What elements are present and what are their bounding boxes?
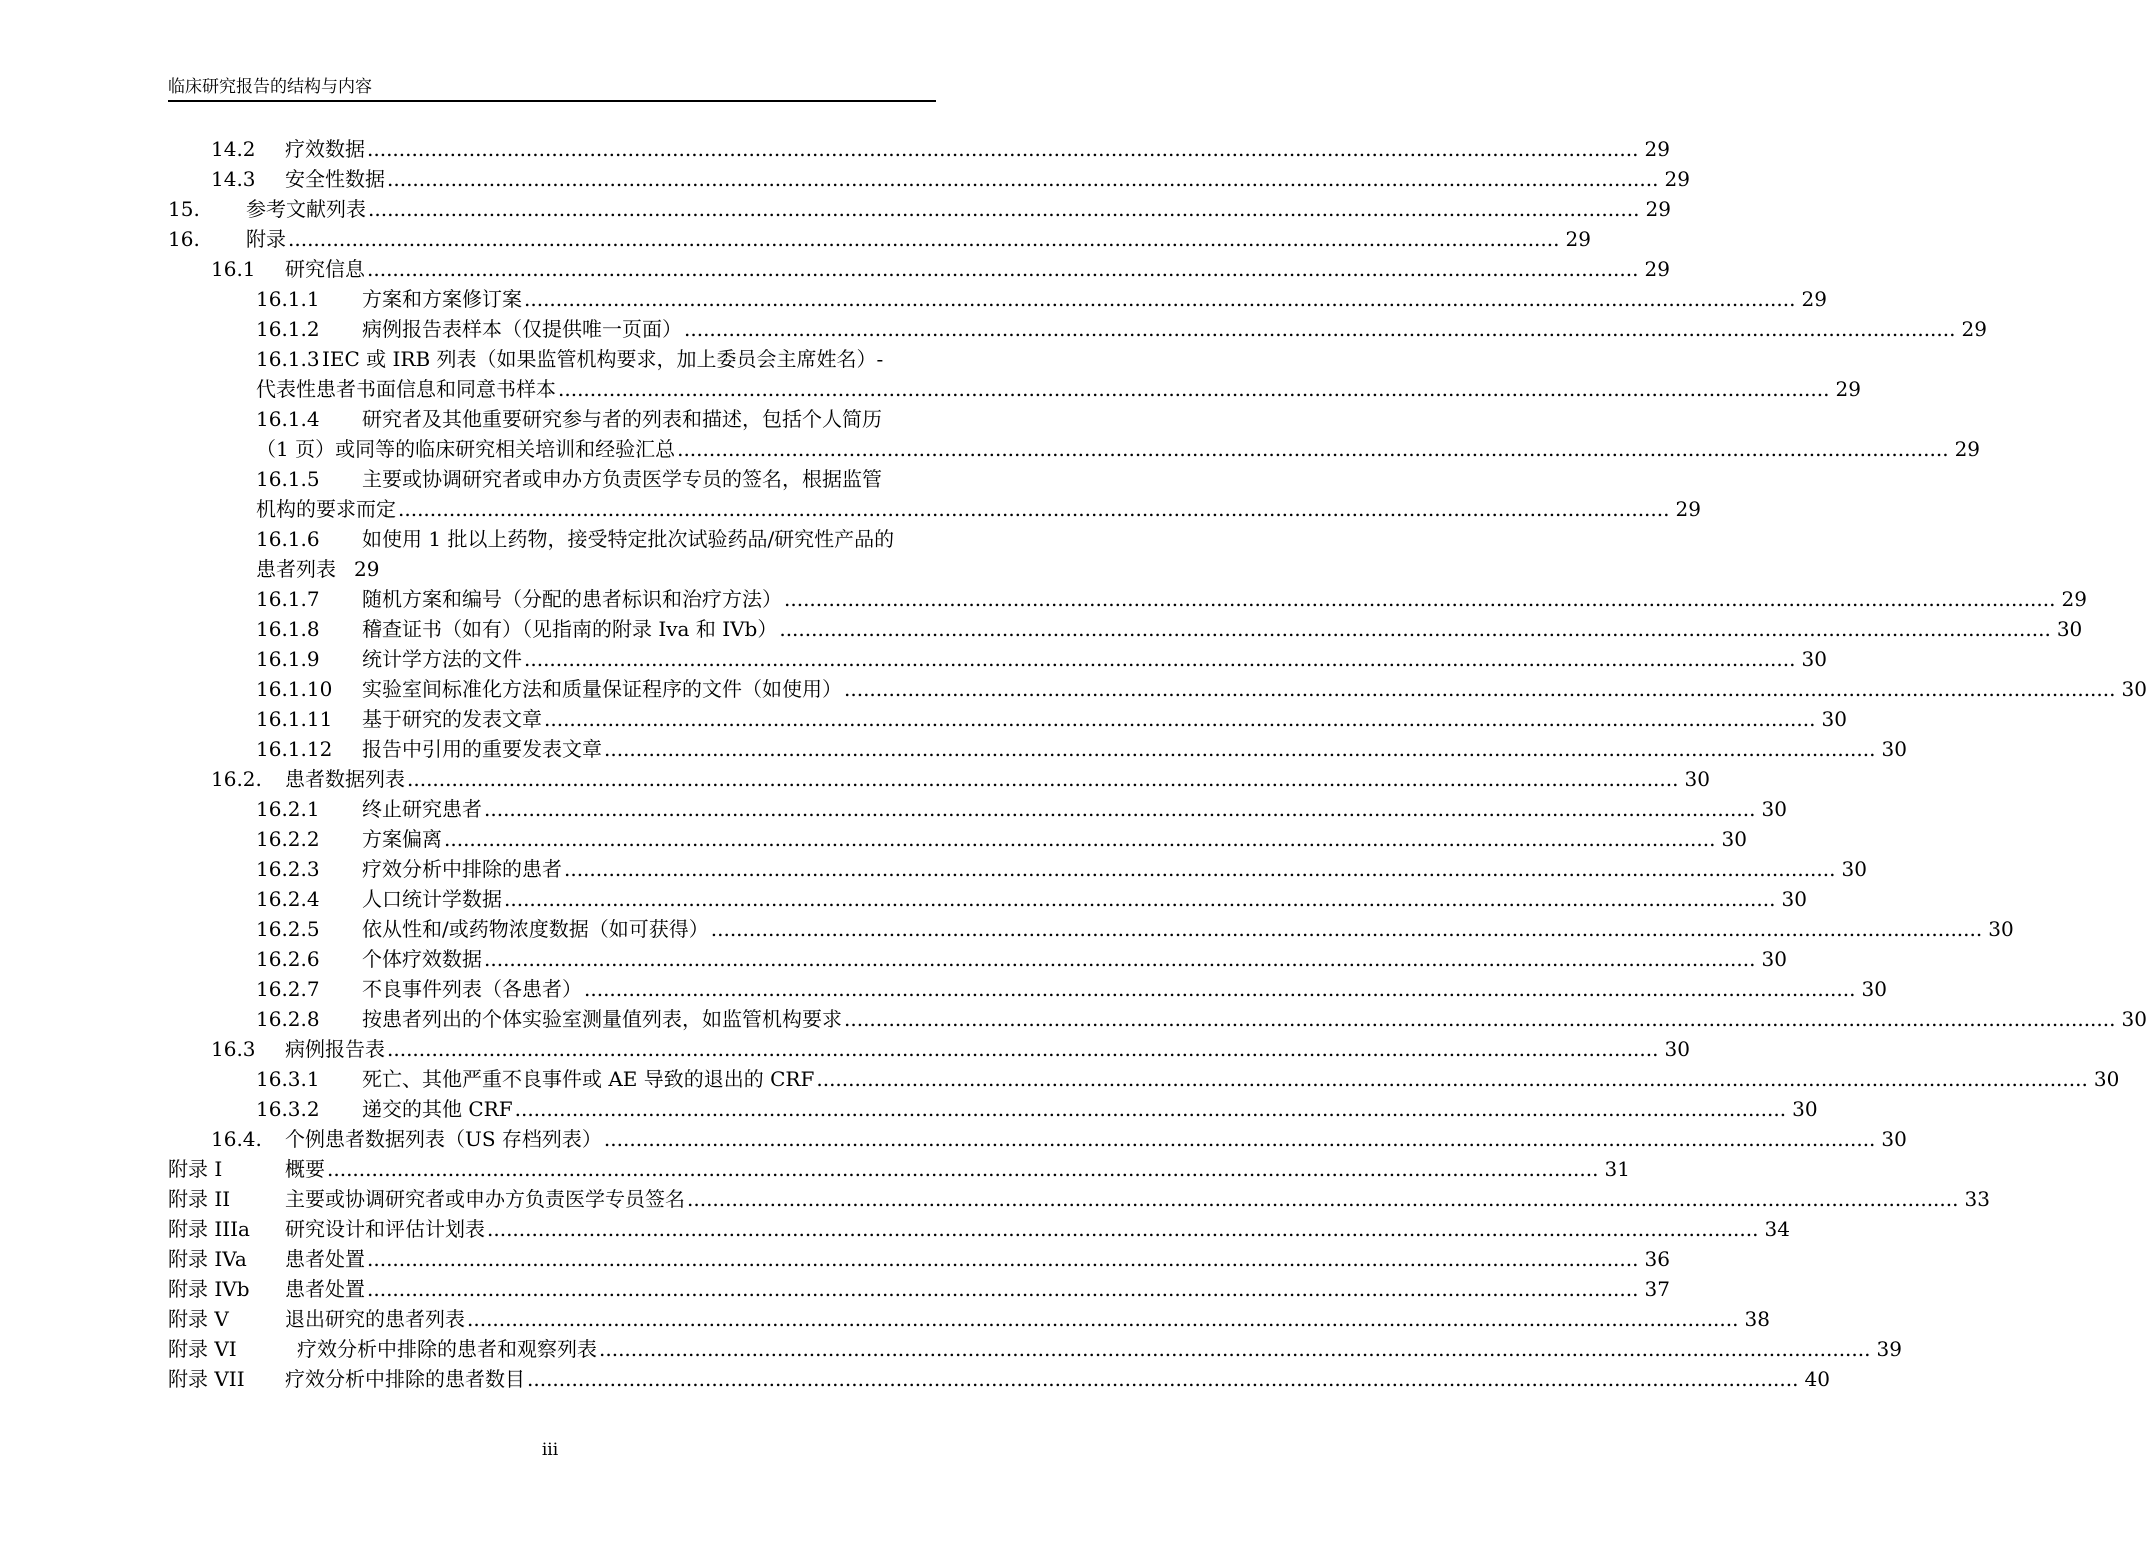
toc-entry-title: 疗效分析中排除的患者数目 <box>285 1367 525 1391</box>
toc-entry-number: 16.1.10 <box>256 677 333 701</box>
toc-dot-leader: ........................................................................................................................................................................................................ <box>564 857 1836 881</box>
toc-line <box>0 794 1787 824</box>
toc-entry-page: 39 <box>1876 1337 1902 1361</box>
toc-entry-page: 37 <box>1644 1277 1670 1301</box>
toc-line <box>0 434 1981 464</box>
toc-entry-title: 统计学方法的文件 <box>362 647 522 671</box>
toc-entry-number: 16.2.8 <box>256 1007 320 1031</box>
toc-entry-number: 16.1.8 <box>256 617 320 641</box>
toc-line <box>0 734 1907 764</box>
toc-entry-title: 退出研究的患者列表 <box>285 1307 465 1331</box>
toc-entry-title: 不良事件列表（各患者） <box>362 977 582 1001</box>
toc-entry-title: 人口统计学数据 <box>362 887 502 911</box>
toc-line <box>0 374 1861 404</box>
toc-dot-leader: ........................................................................................................................................................................................................ <box>603 1127 1876 1151</box>
toc-entry-number: 16.2.7 <box>256 977 320 1001</box>
toc-line <box>0 944 1787 974</box>
toc-entry[interactable] <box>0 1094 1818 1124</box>
toc-entry-page: 30 <box>1792 1097 1818 1121</box>
toc-entry-title: 疗效分析中排除的患者 <box>362 857 562 881</box>
toc-entry-page: 40 <box>1804 1367 1830 1391</box>
toc-dot-leader: ........................................................................................................................................................................................................ <box>844 677 2116 701</box>
toc-dot-leader: ........................................................................................................................................................................................................ <box>398 497 1670 521</box>
toc-entry-title: 主要或协调研究者或申办方负责医学专员签名 <box>285 1187 685 1211</box>
toc-entry[interactable] <box>0 644 1827 674</box>
toc-entry-title: 依从性和/或药物浓度数据（如可获得） <box>362 917 709 941</box>
toc-entry[interactable] <box>0 614 2083 644</box>
toc-entry-number: 16.4. <box>211 1127 262 1151</box>
toc-dot-leader: ........................................................................................................................................................................................................ <box>599 1337 1871 1361</box>
toc-line <box>0 584 2087 614</box>
toc-entry-number: 14.2 <box>211 137 256 161</box>
toc-dot-leader: ........................................................................................................................................................................................................ <box>387 1037 1659 1061</box>
toc-dot-leader: ........................................................................................................................................................................................................ <box>368 197 1640 221</box>
toc-entry-page: 36 <box>1644 1247 1670 1271</box>
toc-line <box>0 974 1887 1004</box>
toc-entry[interactable] <box>0 824 1747 854</box>
toc-dot-leader: ........................................................................................................................................................................................................ <box>487 1217 1759 1241</box>
toc-entry-page: 30 <box>1781 887 1807 911</box>
toc-entry[interactable] <box>0 314 1987 344</box>
toc-entry-title: 主要或协调研究者或申办方负责医学专员的签名，根据监管 <box>362 467 882 491</box>
toc-line <box>0 524 1100 554</box>
toc-entry-number: 16.2.5 <box>256 917 320 941</box>
toc-entry[interactable] <box>0 884 1807 914</box>
toc-line <box>0 914 2014 944</box>
toc-entry[interactable] <box>0 944 1787 974</box>
toc-entry[interactable] <box>0 764 1710 794</box>
toc-dot-leader: ........................................................................................................................................................................................................ <box>367 137 1639 161</box>
toc-entry-page: 30 <box>2121 677 2147 701</box>
toc-entry-number: 16.3 <box>211 1037 256 1061</box>
toc-entry[interactable] <box>0 794 1787 824</box>
toc-entry-page: 30 <box>1684 767 1710 791</box>
toc-entry-title: 稽查证书（如有）（见指南的附录 Iva 和 IVb） <box>362 617 778 641</box>
toc-entry[interactable] <box>0 464 1701 524</box>
toc-entry-title: 患者列表 <box>256 557 336 581</box>
toc-entry-page: 30 <box>1761 797 1787 821</box>
toc-line <box>0 1364 1830 1394</box>
toc-entry-title: 个体疗效数据 <box>362 947 482 971</box>
toc-entry-number: 16.1.12 <box>256 737 333 761</box>
toc-entry-title: 死亡、其他严重不良事件或 AE 导致的退出的 CRF <box>362 1067 815 1091</box>
toc-dot-leader: ........................................................................................................................................................................................................ <box>527 1367 1799 1391</box>
toc-entry-page: 31 <box>1604 1157 1630 1181</box>
toc-entry-number: 16.1.9 <box>256 647 320 671</box>
toc-line <box>0 1214 1790 1244</box>
toc-entry-page: 30 <box>2056 617 2083 641</box>
toc-entry-number: 附录 IVb <box>168 1277 250 1301</box>
toc-entry-number: 16.1.3 <box>256 347 320 371</box>
toc-line <box>0 1064 2120 1094</box>
toc-line <box>0 344 1100 374</box>
toc-entry-page: 29 <box>1565 227 1591 251</box>
toc-entry[interactable] <box>0 974 1887 1004</box>
toc-line <box>0 1034 1690 1064</box>
toc-entry-number: 16. <box>168 227 200 251</box>
toc-entry[interactable] <box>0 284 1827 314</box>
toc-entry[interactable] <box>0 1064 2120 1094</box>
toc-line <box>0 494 1701 524</box>
toc-dot-leader: ........................................................................................................................................................................................................ <box>524 287 1796 311</box>
toc-line <box>0 764 1710 794</box>
toc-entry-page: 33 <box>1964 1187 1990 1211</box>
toc-dot-leader: ........................................................................................................................................................................................................ <box>467 1307 1739 1331</box>
toc-entry-page: 29 <box>1644 137 1670 161</box>
toc-entry-number: 16.2.3 <box>256 857 320 881</box>
toc-entry-number: 15. <box>168 197 200 221</box>
toc-entry-page: 30 <box>1841 857 1867 881</box>
toc-entry-title: 终止研究患者 <box>362 797 482 821</box>
toc-entry[interactable] <box>0 1004 2147 1034</box>
toc-line <box>0 314 1987 344</box>
toc-entry-number: 附录 IIIa <box>168 1217 250 1241</box>
toc-entry-number: 16.1 <box>211 257 256 281</box>
toc-line <box>0 674 2147 704</box>
toc-dot-leader: ........................................................................................................................................................................................................ <box>604 737 1876 761</box>
toc-entry-page: 30 <box>1721 827 1747 851</box>
toc-entry-title: 参考文献列表 <box>246 197 366 221</box>
toc-entry-page: 30 <box>2093 1067 2120 1091</box>
toc-entry[interactable] <box>0 734 1907 764</box>
toc-dot-leader: ........................................................................................................................................................................................................ <box>558 377 1830 401</box>
toc-entry-number: 附录 V <box>168 1307 229 1331</box>
toc-entry-number: 16.1.1 <box>256 287 320 311</box>
toc-entry-title: 附录 <box>246 227 286 251</box>
toc-entry-number: 附录 I <box>168 1157 223 1181</box>
toc-dot-leader: ........................................................................................................................................................................................................ <box>784 587 2056 611</box>
toc-entry-page: 30 <box>1881 1127 1907 1151</box>
toc-entry[interactable] <box>0 344 1861 404</box>
toc-line <box>0 704 1847 734</box>
toc-entry[interactable] <box>0 1334 1902 1364</box>
toc-entry[interactable] <box>0 1154 1630 1184</box>
toc-entry-title: 报告中引用的重要发表文章 <box>362 737 602 761</box>
toc-dot-leader: ........................................................................................................................................................................................................ <box>779 617 2051 641</box>
toc-line <box>0 824 1747 854</box>
toc-entry-number: 16.2.2 <box>256 827 320 851</box>
toc-entry-title: 方案偏离 <box>362 827 442 851</box>
toc-entry-page: 30 <box>1881 737 1907 761</box>
toc-entry-title: （1 页）或同等的临床研究相关培训和经验汇总 <box>256 437 676 461</box>
toc-entry[interactable] <box>0 914 2014 944</box>
toc-dot-leader: ........................................................................................................................................................................................................ <box>367 1247 1639 1271</box>
toc-entry-page: 30 <box>1664 1037 1690 1061</box>
toc-line <box>0 284 1827 314</box>
toc-entry[interactable] <box>0 224 1591 254</box>
toc-entry[interactable] <box>0 1304 1770 1334</box>
toc-entry-page: 29 <box>1801 287 1827 311</box>
toc-entry-number: 16.1.5 <box>256 467 320 491</box>
toc-entry-number: 附录 VI <box>168 1337 237 1361</box>
running-header: 临床研究报告的结构与内容 <box>168 77 372 97</box>
toc-entry-page: 29 <box>1954 437 1981 461</box>
toc-entry-page: 29 <box>2061 587 2087 611</box>
header-rule <box>168 100 936 102</box>
toc-entry[interactable] <box>0 1034 1690 1064</box>
toc-entry-number: 附录 IVa <box>168 1247 247 1271</box>
toc-entry-number: 16.2.1 <box>256 797 320 821</box>
toc-entry-title: 研究设计和评估计划表 <box>285 1217 485 1241</box>
toc-line <box>0 854 1867 884</box>
toc-line <box>0 1334 1902 1364</box>
toc-entry-title: 安全性数据 <box>285 167 385 191</box>
toc-entry[interactable] <box>0 584 2087 614</box>
toc-dot-leader: ........................................................................................................................................................................................................ <box>444 827 1716 851</box>
toc-line <box>0 884 1807 914</box>
toc-dot-leader: ........................................................................................................................................................................................................ <box>584 977 1856 1001</box>
toc-entry[interactable] <box>0 1274 1670 1304</box>
toc-dot-leader: ........................................................................................................................................................................................................ <box>687 1187 1959 1211</box>
toc-entry[interactable] <box>0 524 1100 584</box>
toc-dot-leader: ........................................................................................................................................................................................................ <box>484 797 1756 821</box>
toc-entry-number: 16.1.7 <box>256 587 320 611</box>
toc-entry-title: IEC 或 IRB 列表（如果监管机构要求，加上委员会主席姓名）- <box>322 347 884 371</box>
toc-entry-number: 16.2.6 <box>256 947 320 971</box>
toc-entry-title: 患者数据列表 <box>285 767 405 791</box>
toc-entry-number: 16.1.6 <box>256 527 320 551</box>
toc-dot-leader: ........................................................................................................................................................................................................ <box>484 947 1756 971</box>
toc-dot-leader: ........................................................................................................................................................................................................ <box>288 227 1560 251</box>
toc-entry-title: 基于研究的发表文章 <box>362 707 542 731</box>
toc-dot-leader: ........................................................................................................................................................................................................ <box>387 167 1659 191</box>
toc-line <box>0 1094 1818 1124</box>
toc-line <box>0 1154 1630 1184</box>
toc-dot-leader: ........................................................................................................................................................................................................ <box>407 767 1679 791</box>
toc-entry-title: 递交的其他 CRF <box>362 1097 513 1121</box>
toc-entry-page: 30 <box>2121 1007 2147 1031</box>
toc-entry-page: 29 <box>1835 377 1861 401</box>
toc-entry[interactable] <box>0 674 2147 704</box>
toc-entry-title: 病例报告表样本（仅提供唯一页面） <box>362 317 682 341</box>
toc-entry[interactable] <box>0 854 1867 884</box>
toc-entry[interactable] <box>0 1244 1670 1274</box>
toc-line <box>0 644 1827 674</box>
toc-entry-title: 病例报告表 <box>285 1037 385 1061</box>
toc-entry-page: 29 <box>1644 257 1670 281</box>
toc-dot-leader: ........................................................................................................................................................................................................ <box>684 317 1956 341</box>
toc-entry-number: 16.1.2 <box>256 317 320 341</box>
toc-line <box>0 1304 1770 1334</box>
toc-dot-leader: ........................................................................................................................................................................................................ <box>367 1277 1639 1301</box>
toc-entry-title: 研究者及其他重要研究参与者的列表和描述，包括个人简历 <box>362 407 882 431</box>
toc-line <box>0 1004 2147 1034</box>
toc-dot-leader: ........................................................................................................................................................................................................ <box>816 1067 2088 1091</box>
toc-dot-leader: ........................................................................................................................................................................................................ <box>544 707 1816 731</box>
toc-entry-page: 29 <box>354 557 380 581</box>
toc-line <box>0 404 1100 434</box>
toc-entry-title: 概要 <box>285 1157 325 1181</box>
toc-line <box>0 554 1100 584</box>
toc-entry-page: 30 <box>1801 647 1827 671</box>
toc-entry-title: 疗效分析中排除的患者和观察列表 <box>297 1337 597 1361</box>
toc-entry[interactable] <box>0 134 1670 164</box>
toc-entry[interactable] <box>0 194 1671 224</box>
toc-entry-page: 30 <box>1988 917 2014 941</box>
toc-entry-title: 如使用 1 批以上药物，接受特定批次试验药品/研究性产品的 <box>362 527 895 551</box>
toc-entry-title: 代表性患者书面信息和同意书样本 <box>256 377 556 401</box>
toc-entry-number: 16.2.4 <box>256 887 320 911</box>
toc-line <box>0 1184 1990 1214</box>
toc-dot-leader: ........................................................................................................................................................................................................ <box>504 887 1776 911</box>
toc-entry[interactable] <box>0 1214 1790 1244</box>
toc-dot-leader: ........................................................................................................................................................................................................ <box>524 647 1796 671</box>
toc-line <box>0 1124 1907 1154</box>
toc-line <box>0 194 1671 224</box>
toc-entry[interactable] <box>0 404 1981 464</box>
toc-line <box>0 254 1670 284</box>
toc-line <box>0 1274 1670 1304</box>
toc-line <box>0 224 1591 254</box>
toc-entry-title: 研究信息 <box>285 257 365 281</box>
toc-entry-page: 29 <box>1664 167 1690 191</box>
toc-entry[interactable] <box>0 1364 1830 1394</box>
toc-entry-number: 16.2. <box>211 767 262 791</box>
toc-entry-title: 个例患者数据列表（US 存档列表） <box>285 1127 602 1151</box>
toc-line <box>0 464 1100 494</box>
toc-entry-title: 随机方案和编号（分配的患者标识和治疗方法） <box>362 587 782 611</box>
toc-entry-page: 30 <box>1861 977 1887 1001</box>
toc-entry-title: 机构的要求而定 <box>256 497 396 521</box>
toc-dot-leader: ........................................................................................................................................................................................................ <box>844 1007 2116 1031</box>
toc-entry-number: 16.1.4 <box>256 407 320 431</box>
toc-entry-page: 34 <box>1764 1217 1790 1241</box>
page-number: iii <box>541 1440 559 1460</box>
toc-entry-title: 按患者列出的个体实验室测量值列表，如监管机构要求 <box>362 1007 842 1031</box>
toc-entry-title: 方案和方案修订案 <box>362 287 522 311</box>
toc-entry-title: 患者处置 <box>285 1277 365 1301</box>
toc-entry[interactable] <box>0 164 1690 194</box>
toc-entry-page: 38 <box>1744 1307 1770 1331</box>
toc-entry-number: 14.3 <box>211 167 256 191</box>
toc-entry-number: 附录 II <box>168 1187 231 1211</box>
toc-entry[interactable] <box>0 254 1670 284</box>
toc-entry-page: 29 <box>1645 197 1671 221</box>
toc-entry-title: 患者处置 <box>285 1247 365 1271</box>
toc-entry-page: 30 <box>1761 947 1787 971</box>
toc-line <box>0 614 2083 644</box>
toc-line <box>0 134 1670 164</box>
toc-entry-title: 疗效数据 <box>285 137 365 161</box>
toc-entry-number: 16.1.11 <box>256 707 333 731</box>
toc-entry[interactable] <box>0 1124 1907 1154</box>
toc-entry-title: 实验室间标准化方法和质量保证程序的文件（如使用） <box>362 677 842 701</box>
toc-entry-number: 附录 VII <box>168 1367 245 1391</box>
toc-entry-page: 29 <box>1675 497 1701 521</box>
toc-dot-leader: ........................................................................................................................................................................................................ <box>710 917 1983 941</box>
toc-line <box>0 1244 1670 1274</box>
toc-entry[interactable] <box>0 1184 1990 1214</box>
toc-entry-number: 16.3.2 <box>256 1097 320 1121</box>
toc-dot-leader: ........................................................................................................................................................................................................ <box>677 437 1949 461</box>
toc-dot-leader: ........................................................................................................................................................................................................ <box>514 1097 1787 1121</box>
table-of-contents <box>0 134 2147 1394</box>
toc-dot-leader: ........................................................................................................................................................................................................ <box>327 1157 1599 1181</box>
toc-entry[interactable] <box>0 704 1847 734</box>
toc-entry-number: 16.3.1 <box>256 1067 320 1091</box>
toc-line <box>0 164 1690 194</box>
toc-entry-page: 29 <box>1961 317 1987 341</box>
toc-entry-page: 30 <box>1821 707 1847 731</box>
toc-dot-leader: ........................................................................................................................................................................................................ <box>367 257 1639 281</box>
